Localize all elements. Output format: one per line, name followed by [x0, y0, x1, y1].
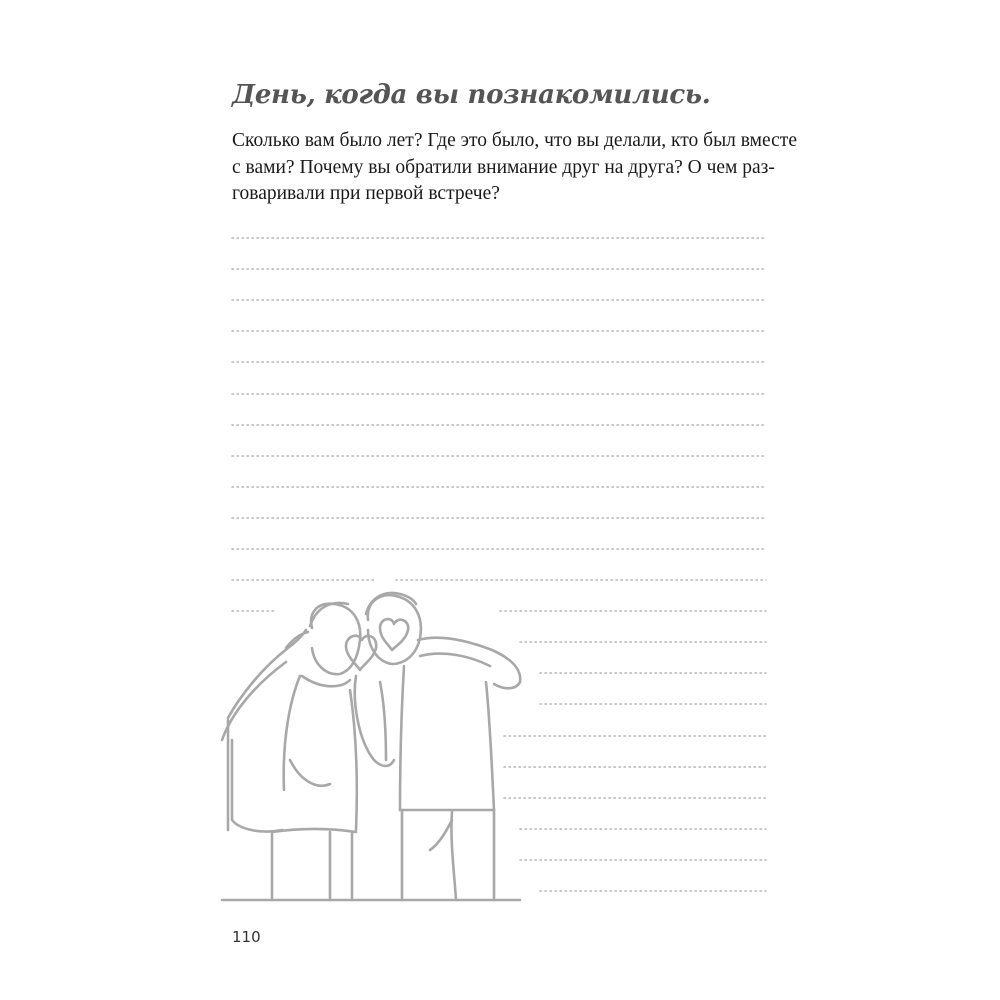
section-heading: День, когда вы познакомились.: [232, 80, 711, 110]
prompt-line: Сколько вам было лет? Где это было, что вы делали, кто был вместе: [232, 130, 797, 151]
prompt-line: с вами? Почему вы обратили внимание друг на друга? О чем раз-: [232, 156, 775, 178]
prompt-line: говаривали при первой встрече?: [232, 183, 500, 204]
page-number: 110: [232, 928, 261, 946]
